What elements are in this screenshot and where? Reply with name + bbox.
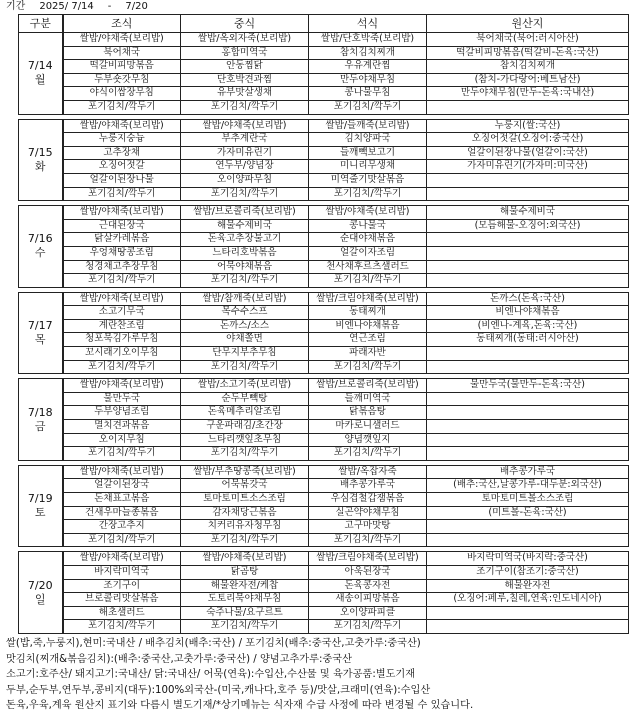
origin-cell: 동태찌개(동태:러시아산) xyxy=(427,333,629,347)
header-dinner: 석식 xyxy=(309,15,427,33)
breakfast-item: 계란찬조림 xyxy=(63,319,181,333)
breakfast-item: 닭살카레볶음 xyxy=(63,233,181,247)
dinner-item: 쌀밥/단호박죽(보리밥) xyxy=(309,33,427,47)
origin-cell: 참치김치찌개 xyxy=(427,60,629,74)
origin-cell: 해물완자전 xyxy=(427,579,629,593)
menu-row xyxy=(19,406,629,420)
note-line: 맛김치(찌개&볶음김치):(배추:중국산,고춧가루:중국산) / 양념고추가루:중국산 xyxy=(6,653,352,665)
origin-cell xyxy=(427,246,629,260)
menu-row xyxy=(19,520,629,534)
breakfast-item: 소고기무국 xyxy=(63,306,181,320)
dinner-item: 쌀밥/크림야채죽(보리밥) xyxy=(309,552,427,566)
lunch-item: 돈까스/소스 xyxy=(181,319,309,333)
origin-cell xyxy=(427,347,629,361)
origin-cell xyxy=(427,533,629,547)
dinner-item: 포기김치/깍두기 xyxy=(309,447,427,461)
dinner-item: 쌀밥/들깨죽(보리밥) xyxy=(309,119,427,133)
dinner-item: 쌀밥/옥잡자죽 xyxy=(309,465,427,479)
dinner-item: 마카로니샐러드 xyxy=(309,420,427,434)
menu-row xyxy=(19,73,629,87)
menu-row xyxy=(19,333,629,347)
period-end: 7/20 xyxy=(125,1,148,12)
lunch-item: 쌀밥/참깨죽(보리밥) xyxy=(181,292,309,306)
breakfast-item: 해초샐러드 xyxy=(63,606,181,620)
menu-row xyxy=(19,506,629,520)
lunch-item: 포기김치/깍두기 xyxy=(181,100,309,114)
breakfast-item: 포기김치/깍두기 xyxy=(63,620,181,634)
day-weekday: 수 xyxy=(34,246,46,260)
lunch-item: 쌀밥/옥외자죽(보리밥) xyxy=(181,33,309,47)
origin-cell xyxy=(427,520,629,534)
menu-row xyxy=(19,233,629,247)
menu-row xyxy=(19,447,629,461)
menu-row xyxy=(19,100,629,114)
lunch-item: 닭곰탕 xyxy=(181,565,309,579)
dinner-item: 미역줄기맛살볶음 xyxy=(309,173,427,187)
dinner-item: 얼갈이자조림 xyxy=(309,246,427,260)
menu-row xyxy=(19,246,629,260)
menu-row xyxy=(19,306,629,320)
breakfast-item: 오이지무침 xyxy=(63,433,181,447)
dinner-item: 동태찌개 xyxy=(309,306,427,320)
menu-row xyxy=(19,260,629,274)
breakfast-item: 얼갈이된장국 xyxy=(63,479,181,493)
lunch-item: 쌀밥/부추땅콩죽(보리밥) xyxy=(181,465,309,479)
menu-row xyxy=(19,593,629,607)
menu-row xyxy=(19,219,629,233)
menu-row xyxy=(19,347,629,361)
period-start: 2025/ 7/14 xyxy=(39,1,94,12)
lunch-item: 연두부/양념장 xyxy=(181,160,309,174)
header-day: 구분 xyxy=(19,15,63,33)
lunch-item: 안동찜닭 xyxy=(181,60,309,74)
lunch-item: 해물수제비국 xyxy=(181,219,309,233)
lunch-item: 느타리깻잎초무침 xyxy=(181,433,309,447)
dinner-item: 배추콩가루국 xyxy=(309,479,427,493)
day-weekday: 목 xyxy=(34,332,46,346)
menu-body xyxy=(19,33,629,634)
menu-row xyxy=(19,579,629,593)
menu-row xyxy=(19,533,629,547)
breakfast-item: 두부숏갓무침 xyxy=(63,73,181,87)
period-dash: - xyxy=(107,1,112,12)
dinner-item: 콩나물무침 xyxy=(309,87,427,101)
dinner-item: 실곤약야채무침 xyxy=(309,506,427,520)
dinner-item: 돈육콩자전 xyxy=(309,579,427,593)
lunch-item: 느타리호박볶음 xyxy=(181,246,309,260)
note-line: 소고기:호주산/ 돼지고기:국내산/ 닭:국내산/ 어묵(연육):수입산,수산물 및 육가공품:별도기재 xyxy=(6,669,416,681)
menu-row xyxy=(19,146,629,160)
origin-cell: 물만두국(물만두-돈육:국산) xyxy=(427,379,629,393)
origin-cell xyxy=(427,187,629,201)
day-weekday: 금 xyxy=(34,419,46,433)
origin-cell: 가자미유린기(가자미:미국산) xyxy=(427,160,629,174)
origin-cell: 돈까스(돈육:국산) xyxy=(427,292,629,306)
dinner-item: 들깨빽보고기 xyxy=(309,146,427,160)
lunch-item: 쌀밥/소고기죽(보리밥) xyxy=(181,379,309,393)
breakfast-item: 포기김치/깍두기 xyxy=(63,274,181,288)
breakfast-item: 조기구이 xyxy=(63,579,181,593)
lunch-item: 유부맛살생채 xyxy=(181,87,309,101)
dinner-item: 포기김치/깍두기 xyxy=(309,360,427,374)
lunch-item: 치커리유자청무침 xyxy=(181,520,309,534)
menu-row xyxy=(19,479,629,493)
breakfast-item: 꼬시래기오이무침 xyxy=(63,347,181,361)
breakfast-item: 쌀밥/야채죽(보리밥) xyxy=(63,465,181,479)
day-date: 7/18 xyxy=(27,405,53,419)
origin-cell: (미트볼-돈육:국산) xyxy=(427,506,629,520)
day-cell xyxy=(19,465,63,547)
breakfast-item: 근대된장국 xyxy=(63,219,181,233)
breakfast-item: 북어채국 xyxy=(63,46,181,60)
dinner-item: 오이양파피클 xyxy=(309,606,427,620)
lunch-item: 포기김치/깍두기 xyxy=(181,187,309,201)
header-origin: 원산지 xyxy=(427,15,629,33)
dinner-item: 새송이피망볶음 xyxy=(309,593,427,607)
lunch-item: 감자채당근볶음 xyxy=(181,506,309,520)
origin-cell: 바지락미역국(바지락:중국산) xyxy=(427,552,629,566)
menu-row xyxy=(19,420,629,434)
lunch-item: 토마토미트소스조림 xyxy=(181,493,309,507)
dinner-item: 만두야채무침 xyxy=(309,73,427,87)
menu-row xyxy=(19,433,629,447)
origin-cell xyxy=(427,233,629,247)
note-line: 두부,순두부,연두부,콩비지(대두):100%외국산-(미국,캐나다,호주 등)/맛살,크래미(연육):수입산 xyxy=(6,684,431,696)
breakfast-item: 건새우마늘종볶음 xyxy=(63,506,181,520)
breakfast-item: 쌀밥/야채죽(보리밥) xyxy=(63,119,181,133)
period-label: 기간 xyxy=(6,1,26,12)
menu-row xyxy=(19,173,629,187)
menu-row xyxy=(19,360,629,374)
menu-row xyxy=(19,493,629,507)
breakfast-item: 바지락미역국 xyxy=(63,565,181,579)
origin-cell: 토마토미트볼소스조림 xyxy=(427,493,629,507)
dinner-item: 쌀밥/브로콜리죽(보리밥) xyxy=(309,379,427,393)
lunch-item: 부추계란국 xyxy=(181,133,309,147)
lunch-item: 쌀밥/야채죽(보리밥) xyxy=(181,119,309,133)
menu-row xyxy=(19,187,629,201)
day-cell xyxy=(19,206,63,288)
menu-row xyxy=(19,119,629,133)
lunch-item: 포기김치/깍두기 xyxy=(181,533,309,547)
menu-row xyxy=(19,60,629,74)
dinner-item: 김치양파국 xyxy=(309,133,427,147)
lunch-item: 어묵볶갓국 xyxy=(181,479,309,493)
origin-cell: 누룽지(쌀:국산) xyxy=(427,119,629,133)
breakfast-item: 쌀밥/야채죽(보리밥) xyxy=(63,292,181,306)
menu-row xyxy=(19,465,629,479)
menu-row xyxy=(19,319,629,333)
origin-cell xyxy=(427,274,629,288)
origin-cell xyxy=(427,100,629,114)
dinner-item: 쌀밥/크림야채죽(보리밥) xyxy=(309,292,427,306)
breakfast-item: 돈채표고볶음 xyxy=(63,493,181,507)
dinner-item: 포기김치/깍두기 xyxy=(309,620,427,634)
origin-cell: 오징어젓갈(오징어:중국산) xyxy=(427,133,629,147)
lunch-item: 포기김치/깍두기 xyxy=(181,447,309,461)
dinner-item: 양념깻잎지 xyxy=(309,433,427,447)
dinner-item: 우유계란찜 xyxy=(309,60,427,74)
origin-cell xyxy=(427,260,629,274)
origin-cell: 비엔나야채볶음 xyxy=(427,306,629,320)
day-weekday: 화 xyxy=(34,159,46,173)
breakfast-item: 포기김치/깍두기 xyxy=(63,187,181,201)
breakfast-item: 누룽지숭늉 xyxy=(63,133,181,147)
breakfast-item: 오징어젓갈 xyxy=(63,160,181,174)
breakfast-item: 물만두국 xyxy=(63,392,181,406)
day-cell xyxy=(19,119,63,201)
day-weekday: 월 xyxy=(34,73,46,87)
lunch-item: 홍합미역국 xyxy=(181,46,309,60)
dinner-item: 비엔나야채볶음 xyxy=(309,319,427,333)
menu-row xyxy=(19,565,629,579)
lunch-item: 숙주나물/요구르트 xyxy=(181,606,309,620)
header-lunch: 중식 xyxy=(181,15,309,33)
note-line: 돈육,우육,계육 원산지 표기와 다름시 별도기재/*상기메뉴는 식자재 수급 사정에 따라 변경될 수 있습니다. xyxy=(6,700,474,712)
origin-cell: (배추:국산,날콩가루-대두분:외국산) xyxy=(427,479,629,493)
breakfast-item: 떡갈비피망볶음 xyxy=(63,60,181,74)
menu-row xyxy=(19,46,629,60)
lunch-item: 단무지부추무침 xyxy=(181,347,309,361)
origin-cell xyxy=(427,420,629,434)
origin-cell xyxy=(427,360,629,374)
lunch-item: 돈육메추리알조림 xyxy=(181,406,309,420)
origin-cell: 북어채국(북어:러시아산) xyxy=(427,33,629,47)
breakfast-item: 쌀밥/야채죽(보리밥) xyxy=(63,33,181,47)
lunch-item: 해물완자전/케찹 xyxy=(181,579,309,593)
lunch-item: 포기김치/깍두기 xyxy=(181,620,309,634)
breakfast-item: 청포묵김가루무침 xyxy=(63,333,181,347)
breakfast-item: 브로콜리맛살볶음 xyxy=(63,593,181,607)
dinner-item: 닭볶음탕 xyxy=(309,406,427,420)
lunch-item: 목수수스프 xyxy=(181,306,309,320)
day-cell xyxy=(19,292,63,374)
menu-row xyxy=(19,392,629,406)
dinner-item: 파래자반 xyxy=(309,347,427,361)
breakfast-item: 멸치견과볶음 xyxy=(63,420,181,434)
breakfast-item: 쌀밥/야채죽(보리밥) xyxy=(63,552,181,566)
day-date: 7/20 xyxy=(27,578,53,592)
breakfast-item: 우엉채땅콩조림 xyxy=(63,246,181,260)
note-line: 쌀(밥,죽,누룽지),현미:국내산 / 배추김치(배추:국산) / 포기김치(배추:중국산,고춧가루:중국산) xyxy=(6,638,421,649)
dinner-item: 연근조림 xyxy=(309,333,427,347)
breakfast-item: 두부양념조림 xyxy=(63,406,181,420)
day-weekday: 토 xyxy=(34,506,46,520)
dinner-item: 고구마맛탕 xyxy=(309,520,427,534)
menu-row xyxy=(19,87,629,101)
lunch-item: 구운파래김/초간장 xyxy=(181,420,309,434)
menu-row xyxy=(19,274,629,288)
breakfast-item: 고추장채 xyxy=(63,146,181,160)
breakfast-item: 야식이쌈장무침 xyxy=(63,87,181,101)
menu-row xyxy=(19,552,629,566)
lunch-item: 순두부빽탕 xyxy=(181,392,309,406)
dinner-item: 콩나물국 xyxy=(309,219,427,233)
breakfast-item: 포기김치/깍두기 xyxy=(63,360,181,374)
origin-cell: 조기구이(참조기:중국산) xyxy=(427,565,629,579)
lunch-item: 야채쫄면 xyxy=(181,333,309,347)
origin-cell xyxy=(427,392,629,406)
origin-cell: 만두야채무침(만두-돈육:국내산) xyxy=(427,87,629,101)
dinner-item: 아욱된장국 xyxy=(309,565,427,579)
origin-cell xyxy=(427,620,629,634)
menu-row xyxy=(19,292,629,306)
dinner-item: 포기김치/깍두기 xyxy=(309,187,427,201)
lunch-item: 쌀밥/야채죽(보리밥) xyxy=(181,552,309,566)
origin-cell: 해물수제비국 xyxy=(427,206,629,220)
origin-cell: (참치-가다랑어:베트남산) xyxy=(427,73,629,87)
notes xyxy=(6,636,636,714)
origin-cell: (모듬해물-오징어:외국산) xyxy=(427,219,629,233)
menu-row xyxy=(19,33,629,47)
origin-cell: 배추콩가루국 xyxy=(427,465,629,479)
day-weekday: 일 xyxy=(34,592,46,606)
dinner-item: 포기김치/깍두기 xyxy=(309,274,427,288)
origin-cell xyxy=(427,173,629,187)
dinner-item: 우심겹철갑잼볶음 xyxy=(309,493,427,507)
header-row xyxy=(19,15,629,33)
header-breakfast: 조식 xyxy=(63,15,181,33)
day-cell xyxy=(19,33,63,115)
origin-cell xyxy=(427,447,629,461)
origin-cell: 떡갈비피망볶음(떡갈비-돈육:국산) xyxy=(427,46,629,60)
weekly-menu-table xyxy=(18,14,629,634)
lunch-item: 오이양파무침 xyxy=(181,173,309,187)
lunch-item: 단호박견과찜 xyxy=(181,73,309,87)
menu-row xyxy=(19,379,629,393)
lunch-item: 어묵야채볶음 xyxy=(181,260,309,274)
breakfast-item: 포기김치/깍두기 xyxy=(63,447,181,461)
menu-row xyxy=(19,133,629,147)
breakfast-item: 쌀밥/야채죽(보리밥) xyxy=(63,206,181,220)
menu-row xyxy=(19,160,629,174)
period-line xyxy=(6,0,162,14)
origin-cell xyxy=(427,606,629,620)
origin-cell xyxy=(427,433,629,447)
dinner-item: 참치김치찌개 xyxy=(309,46,427,60)
day-date: 7/14 xyxy=(27,59,53,73)
lunch-item: 가자미유린기 xyxy=(181,146,309,160)
dinner-item: 들깨미역국 xyxy=(309,392,427,406)
origin-cell xyxy=(427,406,629,420)
day-cell xyxy=(19,379,63,461)
breakfast-item: 쌀밥/야채죽(보리밥) xyxy=(63,379,181,393)
origin-cell: (비엔나-계육,돈육:국산) xyxy=(427,319,629,333)
menu-row xyxy=(19,606,629,620)
lunch-item: 돈육고추장불고기 xyxy=(181,233,309,247)
breakfast-item: 간장고추지 xyxy=(63,520,181,534)
day-date: 7/16 xyxy=(27,232,53,246)
dinner-item: 포기김치/깍두기 xyxy=(309,533,427,547)
breakfast-item: 얼갈이된장나물 xyxy=(63,173,181,187)
day-date: 7/15 xyxy=(27,145,53,159)
lunch-item: 도토리묵야채무침 xyxy=(181,593,309,607)
dinner-item: 천사채후르츠샐러드 xyxy=(309,260,427,274)
lunch-item: 포기김치/깍두기 xyxy=(181,360,309,374)
lunch-item: 쌀밥/브로콜리죽(보리밥) xyxy=(181,206,309,220)
dinner-item: 쌀밥/야채죽(보리밥) xyxy=(309,206,427,220)
menu-row xyxy=(19,206,629,220)
menu-row xyxy=(19,620,629,634)
dinner-item: 순대야채볶음 xyxy=(309,233,427,247)
dinner-item: 미니리무생채 xyxy=(309,160,427,174)
breakfast-item: 청경채고추장무침 xyxy=(63,260,181,274)
breakfast-item: 포기김치/깍두기 xyxy=(63,533,181,547)
day-date: 7/17 xyxy=(27,318,53,332)
dinner-item: 포기김치/깍두기 xyxy=(309,100,427,114)
day-date: 7/19 xyxy=(27,492,53,506)
breakfast-item: 포기김치/깍두기 xyxy=(63,100,181,114)
lunch-item: 포기김치/깍두기 xyxy=(181,274,309,288)
day-cell xyxy=(19,552,63,634)
origin-cell: (오징어:페루,칠레,연육:인도네시아) xyxy=(427,593,629,607)
origin-cell: 얼갈이된장나물(얼갈이:국산) xyxy=(427,146,629,160)
